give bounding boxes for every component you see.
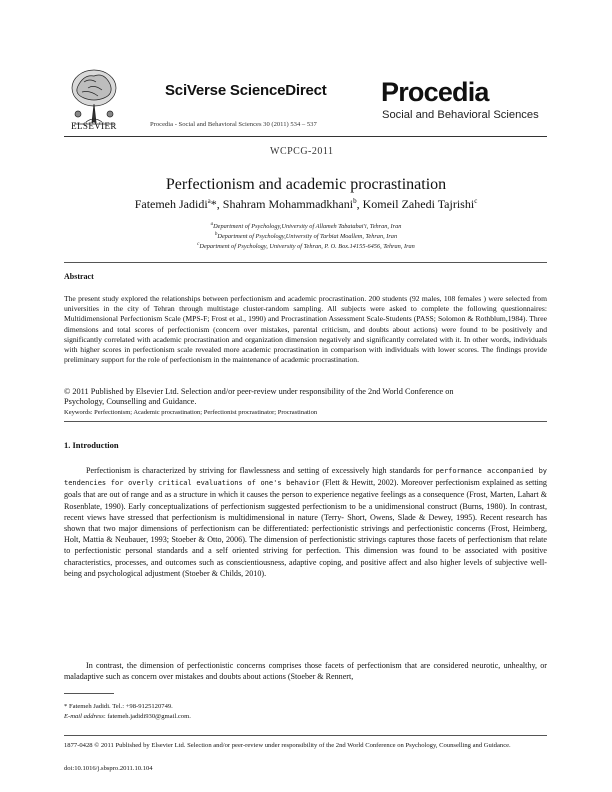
abstract-divider-bottom bbox=[64, 421, 547, 422]
journal-subtitle: Social and Behavioral Sciences bbox=[382, 109, 539, 121]
author-name: Shahram Mohammadkhani bbox=[222, 197, 354, 211]
author-name: Komeil Zahedi Tajrishi bbox=[362, 197, 475, 211]
journal-title: Procedia bbox=[381, 77, 489, 107]
author-name: Fatemeh Jadidi bbox=[134, 197, 208, 211]
author-mark: b bbox=[353, 197, 357, 205]
article-title: Perfectionism and academic procrastination bbox=[165, 176, 447, 193]
email-link[interactable]: : fatemeh.jadidi930@gmail.com. bbox=[103, 713, 191, 720]
affiliation: $^c$Department of Psychology, University of Tehran, P. O. Box.14155-6456, Tehran, Iran bbox=[197, 242, 415, 251]
footnote-corresponding-author: * Fatemeh Jadidi. Tel.: +98-9125120749. bbox=[64, 703, 173, 710]
abstract-divider-top bbox=[64, 262, 547, 263]
author-mark: a bbox=[207, 197, 211, 205]
abstract-copyright: © 2011 Published by Elsevier Ltd. Selection and/or peer-review under responsibility of the 2nd World Conference on Psychology, Counselling and Guidance. bbox=[64, 387, 454, 407]
affiliation: $^a$Department of Psychology,University of Allameh Tabatabai'i, Tehran, Iran bbox=[210, 222, 402, 231]
footnote-email: E-mail address: fatemeh.jadidi930@gmail.com. bbox=[64, 713, 191, 720]
author-list: Fatemeh Jadidi$^a$*, Shahram Mohammadkhani$^b$, Komeil Zahedi Tajrishi$^c$ bbox=[134, 197, 478, 211]
abstract-text: The present study explored the relationships between perfectionism and academic procrastination. 200 students (92 males, 108 females ) were selected from universities in the city of Tehran through multistage cluster-random sampling. All subjects were asked to complete the following questionnaires: Multidimensional Perfectionism Scale (MPS-F; Frost et al., 1990) and Procrastination Assessment Scale-Students (PASS; Solomon & Rothblum,1984). Three dimensions and total scores of perfectionism (concern over mistakes, parental criticism, and doubts about actions) were found to be positively and significantly correlated with academic procrastination and organization dimension negatively and significantly correlated with it. In other words, individuals with higher scores in perfectionism scale revealed more academic procrastination in comparison with individuals with lower scores. The findings provide preliminary support for the role of perfectionism in the maintenance of academic procrastination. bbox=[64, 294, 547, 365]
section-heading: 1. Introduction bbox=[64, 440, 119, 450]
footer-doi[interactable]: doi:10.1016/j.sbspro.2011.10.104 bbox=[64, 765, 153, 772]
platform-name[interactable]: SciVerse ScienceDirect bbox=[165, 82, 327, 99]
author-mark: c bbox=[474, 197, 478, 205]
corresponding-mark: * bbox=[210, 197, 217, 211]
footer-issn: 1877-0428 © 2011 Published by Elsevier Ltd. Selection and/or peer-review under responsibility of the 2nd World Conference on Psychology, Counselling and Guidance. bbox=[64, 742, 511, 749]
keywords: Keywords: Perfectionism; Academic procrastination; Perfectionist procrastinator; Procrastination bbox=[64, 409, 318, 416]
publisher-logo-text: ELSEVIER bbox=[71, 121, 117, 131]
paragraph: In contrast, the dimension of perfectionistic concerns comprises those facets of perfectionism that are considered neurotic, unhealthy, or maladaptive such as concern over mistakes and doubts about actions (Stoeber & Rennert, bbox=[64, 661, 547, 682]
paragraph: Perfectionism is characterized by striving for flawlessness and setting of excessively high standards for performance accompanied by tendencies for overly critical evaluations of one's behavior (Flett & Hewitt, 2002). Moreover perfectionism explained as setting goals that are out of range and as a structure in which it causes the person to experience negative feelings as a consequence (Frost, Marten, Lahart & Rosenblate, 1990). Early conceptualizations of perfectionism suggested perfectionism to be a unidimensional construct (Burns, 1980). In contrast, recent views have stressed that perfectionism is multidimensional in nature (Terry- Short, Owens, Slade & Dewey, 1995). Recent research has shown that two major dimensions of perfectionism can be differentiated: perfectionistic strivings and perfectionistic concerns (Frost, Heimberg, Holt, Mattia & Neubauer, 1993; Stoeber & Otto, 2006). The dimension of perfectionistic strivings captures those facets of perfectionism that relate to perfectionistic personal standards and a self oriented striving for perfection. This dimension was found to be associated with positive characteristics, processes, and outcomes such as conscientiousness, adaptive coping, and positive affect and also higher levels of subjective well-being and psychological adjustment (Stoeber & Childs, 2010). bbox=[64, 466, 547, 578]
header-divider bbox=[64, 136, 547, 137]
footer-divider bbox=[64, 735, 547, 736]
abstract-heading: Abstract bbox=[64, 272, 94, 281]
conference-tag: WCPCG-2011 bbox=[270, 146, 334, 157]
affiliation: $^b$Department of Psychology,University of Tarbiat Moallem, Tehran, Iran bbox=[214, 232, 398, 241]
footnote-divider bbox=[64, 693, 114, 694]
journal-reference: Procedia - Social and Behavioral Sciences 30 (2011) 534 – 537 bbox=[150, 121, 317, 128]
